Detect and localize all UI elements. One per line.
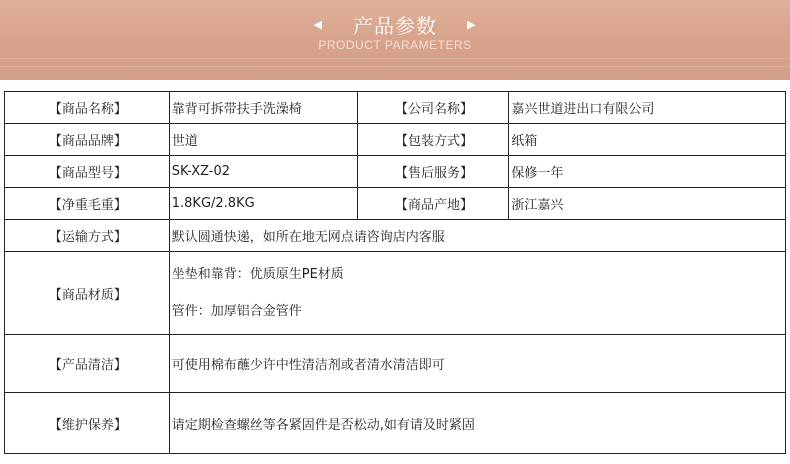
value-cell: 保修一年 (509, 156, 786, 188)
table-row (5, 220, 786, 252)
material-line: 坐垫和靠背：优质原生PE材质 (171, 266, 344, 282)
label-cell: 【运输方式】 (5, 220, 170, 252)
label-cell: 【商品名称】 (5, 92, 170, 124)
label-cell: 【商品品牌】 (5, 124, 170, 156)
params-table (4, 91, 786, 454)
label-cell: 【售后服务】 (357, 156, 509, 188)
label-cell: 【包装方式】 (357, 124, 509, 156)
table-row (5, 335, 786, 393)
value-cell: 默认圆通快递，如所在地无网点请咨询店内客服 (169, 220, 785, 252)
right-arrow-icon: ▶ (467, 18, 477, 31)
label-cell: 【净重毛重】 (5, 188, 170, 220)
banner-subtitle: PRODUCT PARAMETERS (318, 38, 472, 52)
table-row (5, 393, 786, 454)
label-cell: 【产品清洁】 (5, 335, 170, 393)
value-cell: SK-XZ-02 (169, 156, 357, 188)
banner-decor-line (0, 66, 790, 67)
value-cell: 请定期检查螺丝等各紧固件是否松动,如有请及时紧固 (169, 393, 785, 454)
material-line: 管件：加厚铝合金管件 (171, 303, 302, 319)
label-cell: 【维护保养】 (5, 393, 170, 454)
value-cell: 世道 (169, 124, 357, 156)
material-line-spacer (172, 285, 785, 302)
table-row (5, 188, 786, 220)
value-cell: 嘉兴世道进出口有限公司 (509, 92, 786, 124)
value-cell: 1.8KG/2.8KG (169, 188, 357, 220)
value-cell: 靠背可拆带扶手洗澡椅 (169, 92, 357, 124)
label-cell: 【商品材质】 (5, 252, 170, 335)
table-row (5, 92, 786, 124)
table-row (5, 156, 786, 188)
value-cell: 纸箱 (509, 124, 786, 156)
label-cell: 【商品型号】 (5, 156, 170, 188)
value-cell: 可使用棉布蘸少许中性清洁剂或者清水清洁即可 (169, 335, 785, 393)
left-arrow-icon: ◀ (313, 18, 323, 31)
banner-title-row (0, 10, 790, 39)
label-cell: 【公司名称】 (357, 92, 509, 124)
header-banner (0, 0, 790, 80)
material-value-cell (169, 252, 785, 335)
label-cell: 【商品产地】 (357, 188, 509, 220)
value-cell: 浙江嘉兴 (509, 188, 786, 220)
banner-title: 产品参数 (353, 14, 437, 38)
table-row (5, 252, 786, 335)
banner-decor-line (0, 58, 790, 59)
table-row (5, 124, 786, 156)
